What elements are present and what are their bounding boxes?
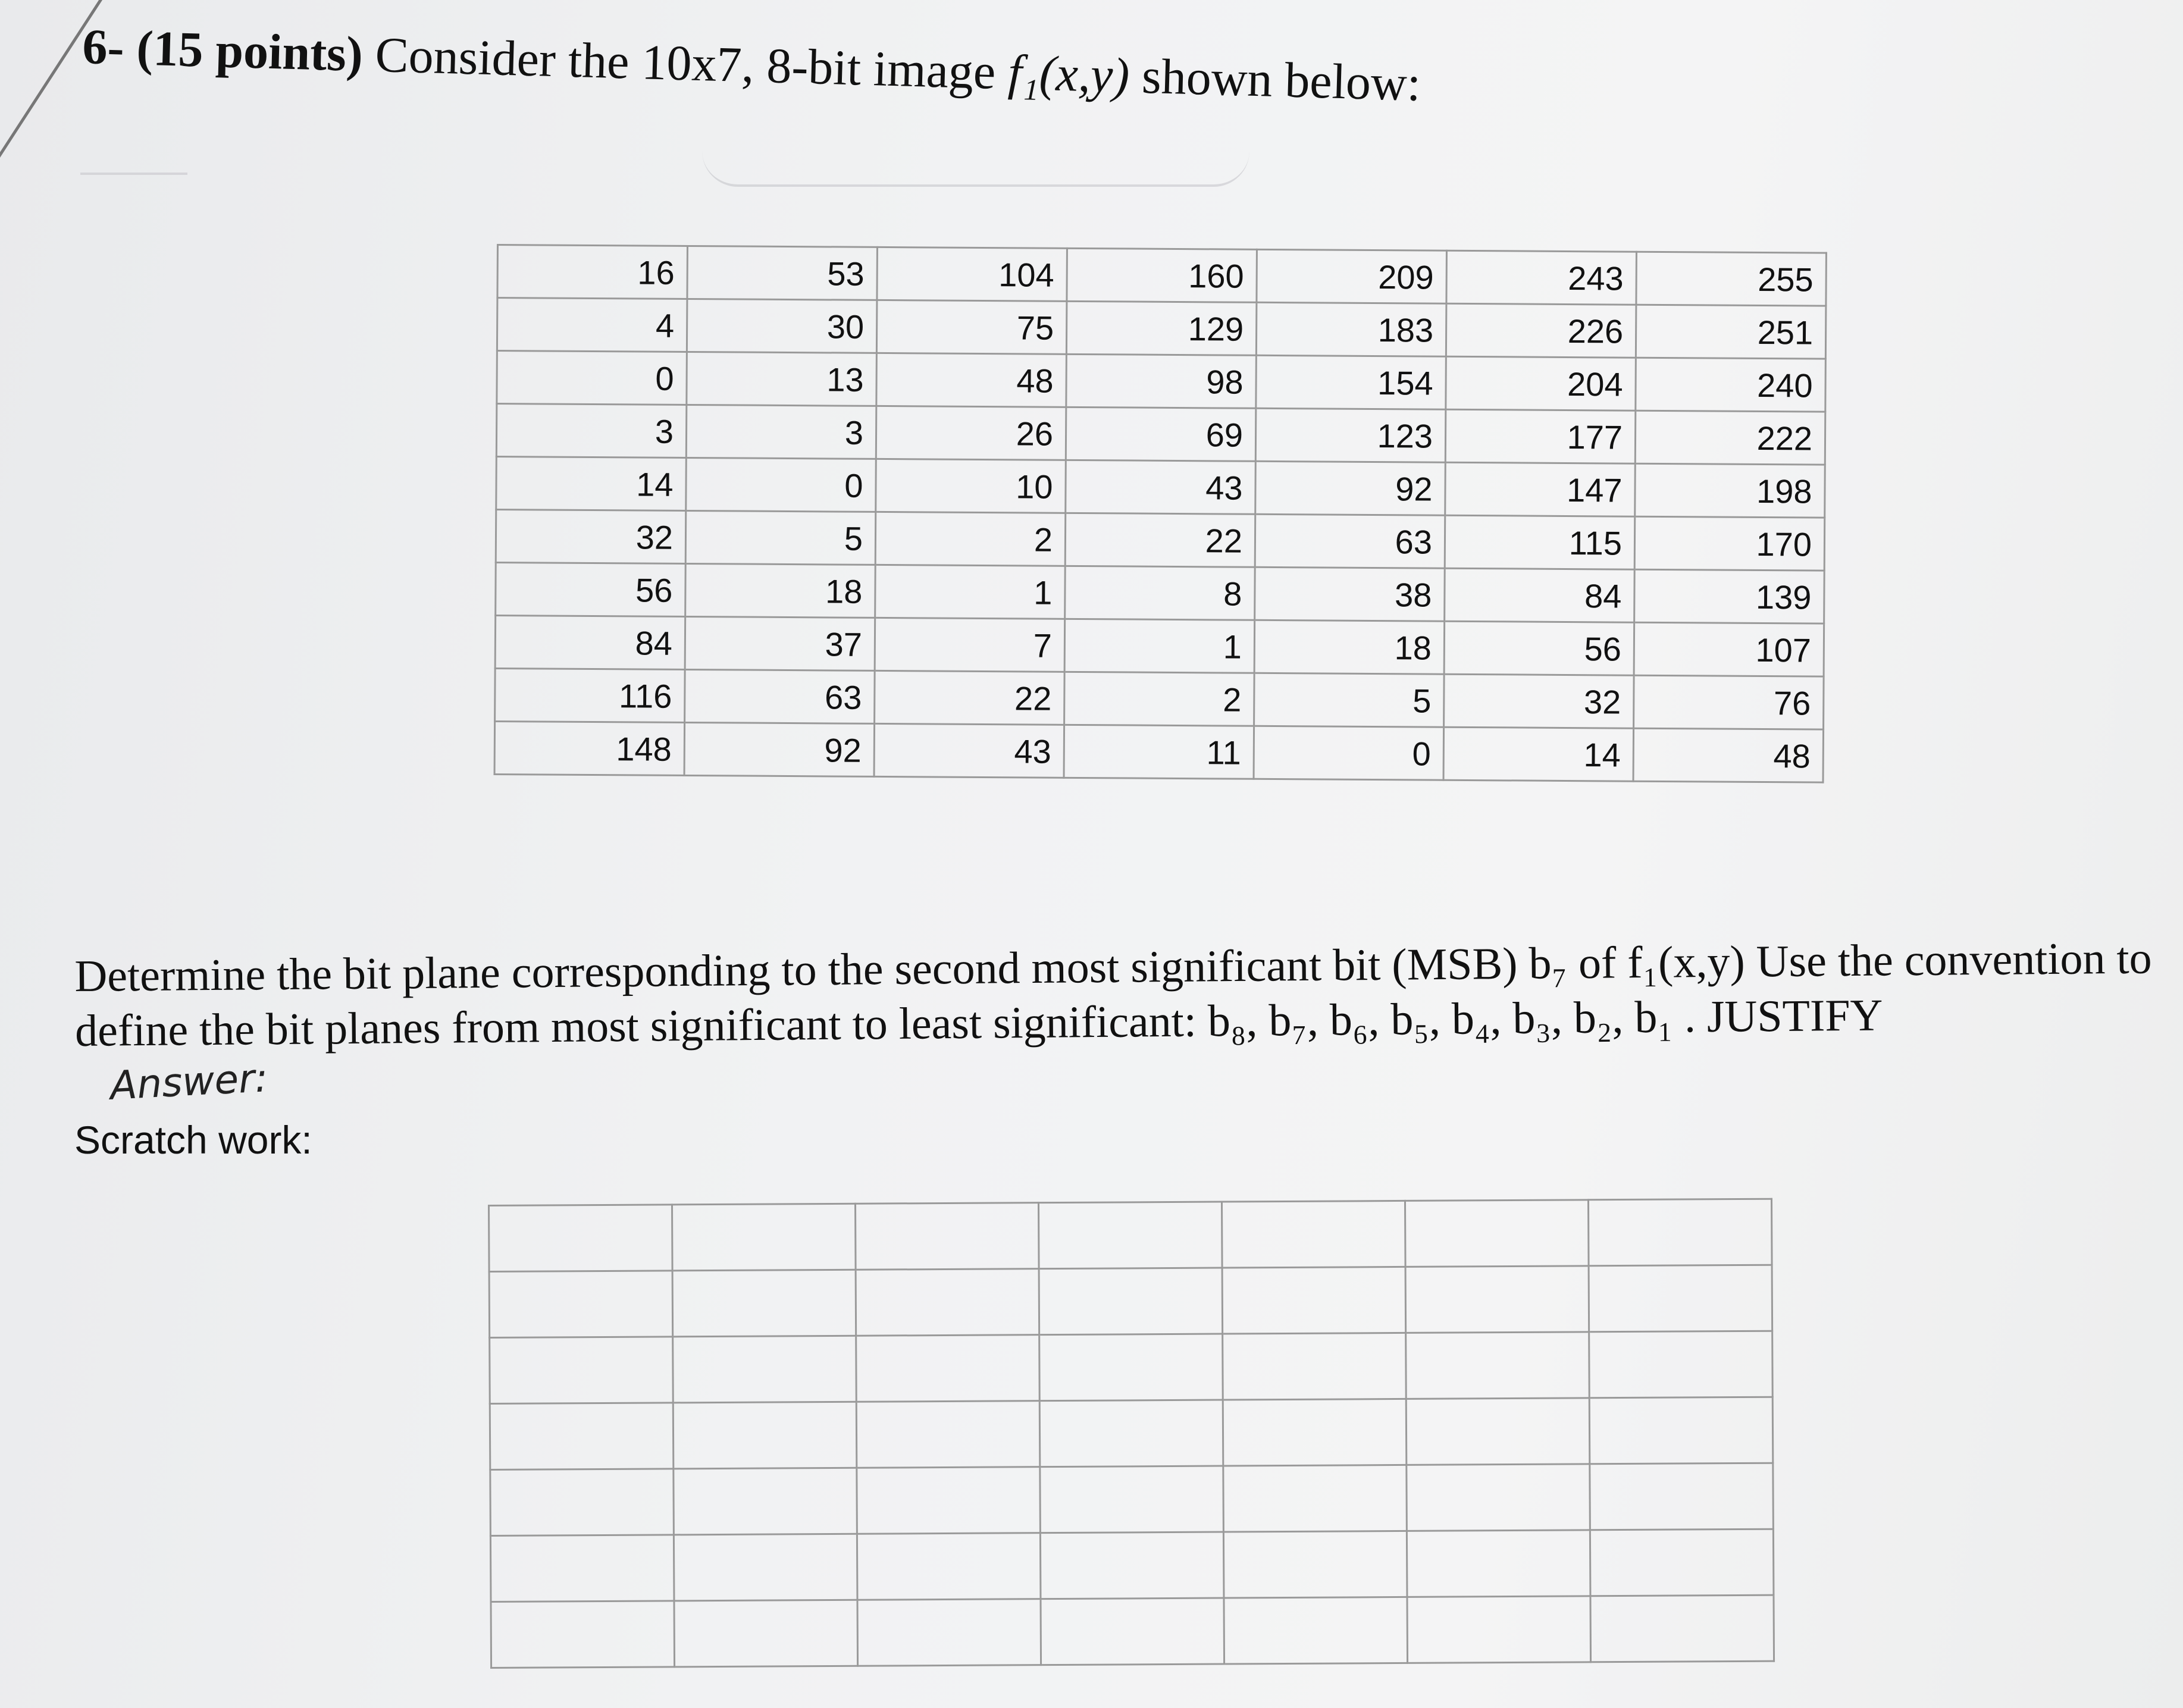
table-row	[495, 615, 1824, 676]
pixel-value-cell: 107	[1634, 622, 1824, 676]
pixel-value-cell: 48	[876, 353, 1067, 407]
pixel-value-cell: 11	[1064, 725, 1254, 779]
pixel-value-cell: 251	[1636, 305, 1826, 359]
table-row	[497, 351, 1826, 412]
scratch-cell	[1222, 1201, 1405, 1268]
prompt-line-1: Determine the bit plane corresponding to the second most significant bit (MSB) b₇ of f₁(x,y) Use the convention to	[74, 933, 2152, 1001]
pixel-value-cell: 104	[877, 247, 1067, 301]
pixel-value-cell: 0	[1254, 726, 1444, 780]
pixel-value-cell: 63	[685, 669, 875, 723]
scratch-cell	[856, 1269, 1039, 1336]
pixel-value-cell: 177	[1445, 409, 1636, 463]
pixel-value-cell: 13	[687, 352, 877, 406]
image-function: f₁(x,y)	[1007, 45, 1130, 104]
scratch-work-grid	[488, 1198, 1775, 1669]
pixel-value-cell: 63	[1255, 514, 1445, 568]
table-row	[496, 457, 1825, 518]
scratch-cell	[673, 1402, 857, 1469]
pixel-value-cell: 154	[1256, 355, 1446, 409]
pixel-value-cell: 14	[496, 457, 687, 511]
scratch-cell	[1407, 1530, 1590, 1597]
pixel-value-cell: 115	[1445, 515, 1635, 569]
scratch-cell	[1038, 1202, 1222, 1269]
scratch-cell	[856, 1335, 1040, 1402]
pixel-value-cell: 98	[1066, 354, 1257, 408]
pixel-value-cell: 4	[497, 298, 687, 352]
table-row	[496, 510, 1825, 571]
table-row	[496, 562, 1825, 623]
scratch-cell	[673, 1336, 857, 1403]
pixel-value-cell: 56	[1444, 621, 1634, 675]
pixel-value-cell: 243	[1446, 250, 1637, 305]
pixel-value-cell: 43	[1066, 460, 1256, 514]
scratch-row	[490, 1397, 1773, 1469]
pixel-value-cell: 139	[1634, 569, 1825, 623]
answer-label: Answer:	[109, 1055, 270, 1109]
prompt-line-2: define the bit planes from most significant to least significant: b₈, b₇, b₆, b₅, b₄, b₃, b₂, b₁ . JUSTIFY	[74, 990, 1883, 1056]
scratch-cell	[489, 1271, 673, 1338]
pixel-value-cell: 10	[876, 459, 1066, 513]
pixel-value-cell: 37	[685, 616, 875, 670]
pixel-value-cell: 3	[686, 405, 876, 459]
scratch-cell	[674, 1534, 857, 1601]
pixel-value-cell: 123	[1255, 408, 1446, 462]
scratch-cell	[491, 1601, 675, 1668]
pixel-value-cell: 38	[1255, 567, 1445, 621]
scratch-cell	[490, 1535, 674, 1602]
scratch-cell	[489, 1205, 673, 1272]
pixel-value-cell: 2	[875, 512, 1066, 566]
pixel-value-cell: 204	[1446, 356, 1636, 410]
scratch-cell	[1406, 1332, 1590, 1399]
pixel-value-cell: 16	[497, 245, 688, 299]
scratch-cell	[1040, 1466, 1224, 1533]
pixel-value-cell: 84	[1445, 568, 1635, 622]
scratch-cell	[1224, 1597, 1408, 1664]
scratch-cell	[1223, 1531, 1407, 1598]
scratch-cell	[1223, 1333, 1407, 1400]
pixel-value-cell: 1	[875, 565, 1066, 619]
scratch-row	[491, 1595, 1774, 1668]
pixel-value-cell: 2	[1064, 672, 1255, 726]
scratch-cell	[1223, 1465, 1407, 1532]
scratch-cell	[857, 1533, 1041, 1600]
pixel-value-cell: 69	[1066, 407, 1256, 461]
scratch-cell	[1405, 1200, 1589, 1267]
pixel-value-cell: 148	[494, 721, 685, 775]
pixel-value-cell: 22	[1065, 513, 1255, 567]
scratch-cell	[1040, 1532, 1224, 1599]
pixel-value-cell: 14	[1443, 727, 1634, 781]
pixel-value-cell: 5	[1254, 673, 1445, 727]
pencil-scribble	[80, 137, 187, 175]
pixel-value-cell: 129	[1066, 301, 1257, 355]
image-values-table	[494, 244, 1827, 784]
scratch-cell	[490, 1403, 674, 1470]
scratch-work-label: Scratch work:	[74, 1118, 312, 1162]
scratch-row	[490, 1463, 1774, 1535]
scratch-cell	[490, 1469, 674, 1536]
scratch-cell	[1590, 1529, 1774, 1596]
pixel-value-cell: 183	[1256, 302, 1446, 356]
pixel-value-cell: 209	[1257, 249, 1447, 303]
scratch-cell	[672, 1270, 856, 1337]
pixel-value-cell: 32	[496, 510, 686, 564]
pixel-value-cell: 226	[1446, 303, 1636, 358]
scratch-cell	[1588, 1199, 1772, 1266]
pixel-value-cell: 75	[876, 300, 1067, 354]
pixel-value-cell: 222	[1635, 410, 1825, 465]
pixel-value-cell: 147	[1445, 462, 1636, 516]
scratch-cell	[1589, 1331, 1773, 1398]
pixel-value-cell: 0	[497, 351, 687, 405]
table-row	[497, 245, 1827, 306]
pixel-value-cell: 53	[687, 246, 878, 300]
question-number: 6- (	[82, 18, 154, 77]
pixel-value-cell: 30	[687, 299, 877, 353]
scratch-cell	[490, 1337, 674, 1404]
scratch-cell	[857, 1599, 1041, 1666]
scratch-cell	[1590, 1463, 1774, 1530]
scratch-cell	[1222, 1267, 1406, 1334]
scratch-cell	[674, 1468, 857, 1535]
bit-plane-prompt	[74, 931, 2153, 1058]
pixel-value-cell: 32	[1444, 674, 1634, 728]
question-text: Consider the 10x7, 8-bit image	[374, 27, 1009, 101]
scratch-cell	[1407, 1464, 1590, 1531]
pixel-value-cell: 48	[1633, 728, 1824, 782]
scratch-cell	[1405, 1266, 1589, 1333]
pixel-value-cell: 255	[1636, 252, 1827, 306]
pixel-value-cell: 18	[685, 563, 876, 618]
scratch-cell	[856, 1401, 1040, 1468]
pixel-value-cell: 198	[1635, 463, 1825, 518]
pixel-value-cell: 43	[874, 723, 1064, 778]
pixel-value-cell: 1	[1064, 619, 1255, 673]
question-heading	[82, 18, 1421, 113]
scratch-cell	[857, 1467, 1041, 1534]
scratch-cell	[672, 1204, 856, 1271]
scratch-row	[490, 1529, 1774, 1602]
scratch-cell	[1039, 1334, 1223, 1401]
pixel-value-cell: 160	[1067, 248, 1257, 302]
scratch-cell	[1589, 1397, 1773, 1464]
table-row	[496, 404, 1825, 465]
scratch-row	[490, 1331, 1773, 1403]
scratch-cell	[1406, 1398, 1590, 1465]
pixel-value-cell: 22	[875, 670, 1065, 725]
table-row	[497, 298, 1826, 359]
pixel-value-cell: 5	[685, 510, 876, 565]
pixel-value-cell: 84	[495, 615, 685, 669]
scratch-row	[489, 1199, 1772, 1271]
pixel-value-cell: 8	[1065, 566, 1255, 620]
table-row	[494, 721, 1824, 782]
scratch-cell	[1589, 1265, 1772, 1332]
pixel-value-cell: 3	[496, 404, 687, 458]
pixel-value-cell: 18	[1254, 620, 1445, 674]
pixel-value-cell: 116	[495, 668, 685, 722]
scratch-cell	[1039, 1400, 1223, 1467]
pixel-value-cell: 240	[1636, 358, 1826, 412]
question-points: 15 points)	[152, 21, 364, 83]
scratch-row	[489, 1265, 1772, 1337]
scratch-cell	[1407, 1596, 1591, 1663]
scratch-cell	[1590, 1595, 1774, 1662]
pencil-scribble	[702, 113, 1249, 187]
scratch-cell	[1223, 1399, 1407, 1466]
pixel-value-cell: 170	[1634, 516, 1825, 571]
scratch-cell	[855, 1203, 1039, 1270]
pixel-value-cell: 7	[875, 618, 1065, 672]
scratch-cell	[1039, 1268, 1223, 1335]
question-text-end: shown below:	[1128, 48, 1422, 112]
scratch-cell	[674, 1600, 858, 1667]
pixel-value-cell: 0	[686, 457, 876, 512]
pixel-value-cell: 92	[684, 722, 875, 776]
pixel-value-cell: 76	[1634, 675, 1824, 729]
pixel-value-cell: 92	[1255, 461, 1446, 515]
pixel-value-cell: 56	[496, 562, 686, 616]
pixel-value-cell: 26	[876, 406, 1066, 460]
scratch-cell	[1041, 1598, 1224, 1665]
table-row	[495, 668, 1824, 729]
